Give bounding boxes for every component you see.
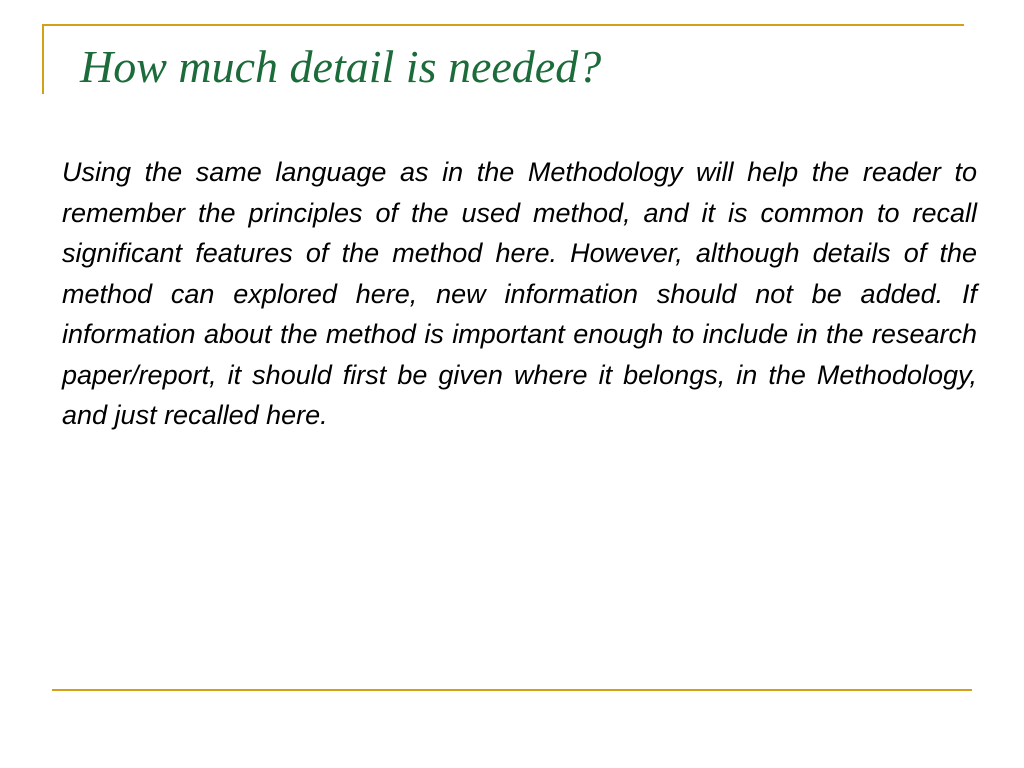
slide-body-paragraph: Using the same language as in the Methodology will help the reader to remember the principles of the used method, and it is common to recall significant features of the method here. However, although details of the method can explored here, new information should not be added. If information about the method is important enough to include in the research paper/report, it should first be given where it belongs, in the Methodology, and just recalled here. <box>62 157 977 430</box>
left-accent-bar <box>42 24 44 94</box>
bottom-divider <box>52 689 972 691</box>
top-divider <box>42 24 964 26</box>
slide-title: How much detail is needed? <box>80 41 602 92</box>
